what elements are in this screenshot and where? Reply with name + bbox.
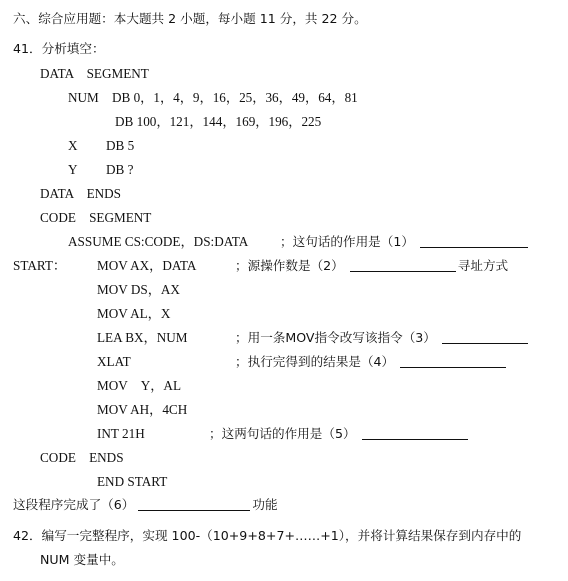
code-assume: ASSUME CS:CODE，DS:DATA xyxy=(68,234,249,249)
q42-line1: 42．编写一完整程序，实现 100-（10+9+8+7+……+1），并将计算结果保存到内存中的 xyxy=(13,528,522,543)
code-y-label: Y xyxy=(68,162,78,177)
q41-title: 41．分析填空： xyxy=(13,41,105,56)
comment-4-text: ；执行完得到的结果是（4） xyxy=(235,354,395,369)
code-y-decl: DB ? xyxy=(106,162,134,177)
comment-2-text: ；源操作数是（2） xyxy=(235,258,344,273)
code-mov-al-x: MOV AL，X xyxy=(97,306,171,321)
code-num-line1: NUM DB 0，1，4，9，16，25，36，49，64，81 xyxy=(68,90,358,105)
comment-5 xyxy=(209,426,468,442)
blank-4 xyxy=(400,355,506,368)
code-data-segment: DATA SEGMENT xyxy=(40,66,149,81)
comment-1-text: ；这句话的作用是（1） xyxy=(280,234,414,249)
code-lea: LEA BX，NUM xyxy=(97,330,188,345)
code-x-decl: DB 5 xyxy=(106,138,135,153)
code-mov-ds-ax: MOV DS，AX xyxy=(97,282,180,297)
comment-3 xyxy=(235,330,528,346)
code-code-ends: CODE ENDS xyxy=(40,450,124,465)
code-data-ends: DATA ENDS xyxy=(40,186,122,201)
section-title: 六、综合应用题：本大题共 2 小题，每小题 11 分，共 22 分。 xyxy=(13,11,367,26)
code-start-label: START： xyxy=(13,258,67,273)
summary-suffix: 功能 xyxy=(252,497,278,512)
code-end-start: END START xyxy=(97,474,168,489)
comment-3-text: ；用一条MOV指令改写该指令（3） xyxy=(235,330,436,345)
summary xyxy=(13,497,278,513)
code-x-label: X xyxy=(68,138,78,153)
blank-1 xyxy=(420,235,528,248)
blank-2 xyxy=(350,259,456,272)
comment-2 xyxy=(235,258,508,274)
code-mov-ah: MOV AH，4CH xyxy=(97,402,188,417)
code-code-segment: CODE SEGMENT xyxy=(40,210,152,225)
comment-1 xyxy=(280,234,528,250)
blank-5 xyxy=(362,427,468,440)
code-num-line2: DB 100，121，144，169，196，225 xyxy=(115,114,322,129)
code-xlat: XLAT xyxy=(97,354,131,369)
code-mov-y-al: MOV Y，AL xyxy=(97,378,182,393)
comment-5-text: ；这两句话的作用是（5） xyxy=(209,426,356,441)
code-int21: INT 21H xyxy=(97,426,145,441)
blank-6 xyxy=(138,498,250,511)
q42-line2: NUM 变量中。 xyxy=(40,552,124,567)
code-mov-ax-data: MOV AX，DATA xyxy=(97,258,197,273)
comment-2-suffix: 寻址方式 xyxy=(457,258,509,273)
summary-prefix: 这段程序完成了（6） xyxy=(13,497,135,512)
comment-4 xyxy=(235,354,506,370)
blank-3 xyxy=(442,331,528,344)
